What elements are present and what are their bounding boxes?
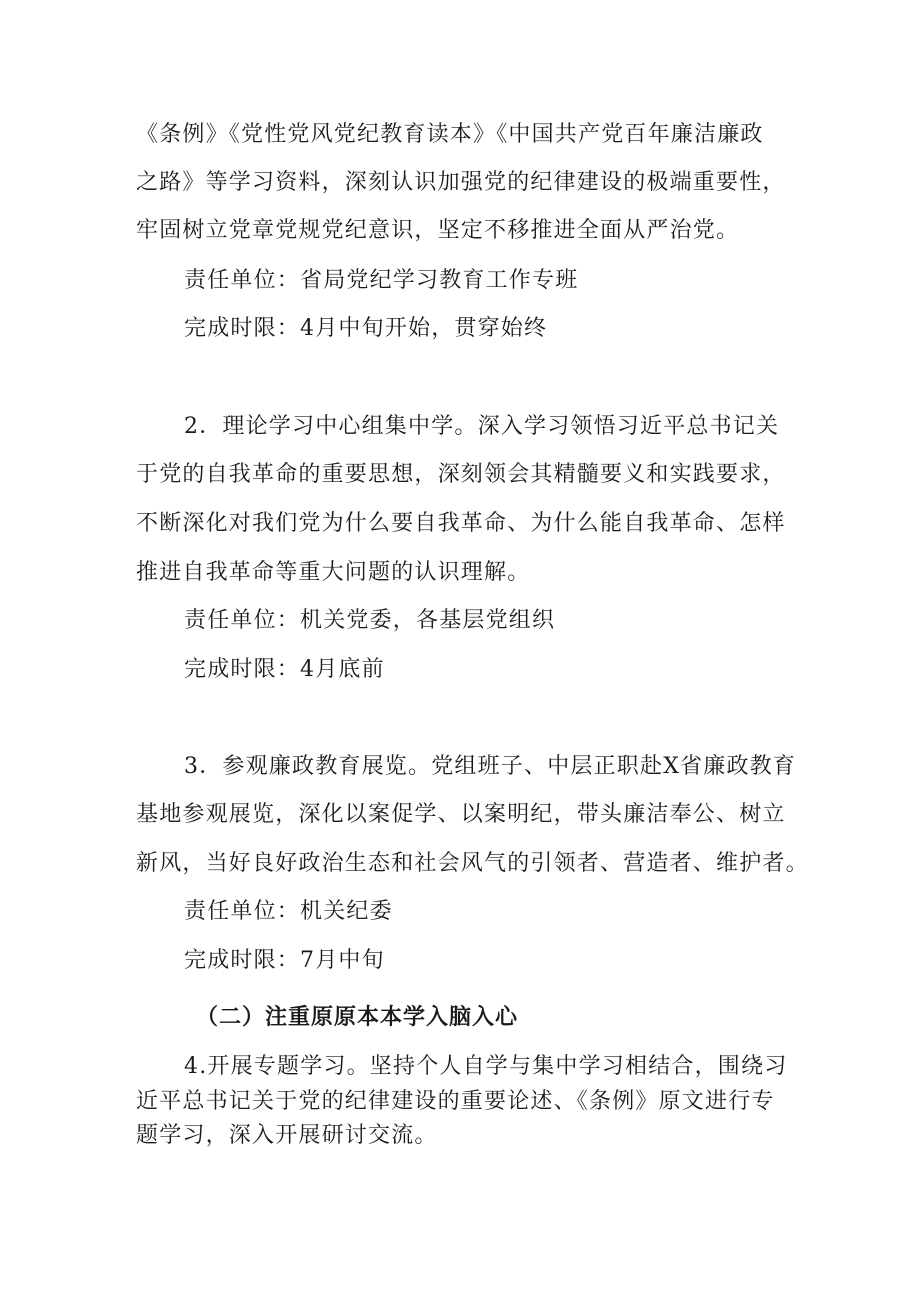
item3-line-1: 3．参观廉政教育展览。党组班子、中层正职赴X省廉政教育 — [184, 754, 797, 779]
para1-line-3: 牢固树立党章党规党纪意识，坚定不移推进全面从严治党。 — [136, 218, 740, 243]
item4-line-2: 近平总书记关于党的纪律建设的重要论述、《条例》原文进行专 — [136, 1089, 775, 1114]
item4-line-3: 题学习，深入开展研讨交流。 — [136, 1123, 438, 1148]
para1-line-1: 《条例》《党性党风党纪教育读本》《中国共产党百年廉洁廉政 — [136, 122, 764, 147]
para1-deadline: 完成时限：4月中旬开始，贯穿始终 — [184, 316, 548, 341]
item3-responsible-unit: 责任单位：机关纪委 — [184, 899, 393, 924]
item3-deadline: 完成时限：7月中旬 — [184, 948, 385, 973]
item2-line-4: 推进自我革命等重大问题的认识理解。 — [136, 560, 531, 585]
item3-line-2: 基地参观展览，深化以案促学、以案明纪，带头廉洁奉公、树立 — [136, 802, 786, 827]
item2-line-1: 2．理论学习中心组集中学。深入学习领悟习近平总书记关 — [184, 414, 780, 439]
para1-line-2: 之路》等学习资料，深刻认识加强党的纪律建设的极端重要性， — [136, 170, 786, 195]
item2-deadline: 完成时限：4月底前 — [184, 657, 385, 682]
item2-line-3: 不断深化对我们党为什么要自我革命、为什么能自我革命、怎样 — [136, 511, 786, 536]
section2-heading: （二）注重原原本本学入脑入心 — [196, 1004, 519, 1030]
item2-line-2: 于党的自我革命的重要思想，深刻领会其精髓要义和实践要求， — [136, 462, 786, 487]
item2-responsible-unit: 责任单位：机关党委，各基层党组织 — [184, 608, 556, 633]
item4-line-1: 4.开展专题学习。坚持个人自学与集中学习相结合，围绕习 — [184, 1054, 788, 1079]
item3-line-3: 新风，当好良好政治生态和社会风气的引领者、营造者、维护者。 — [136, 851, 809, 876]
para1-responsible-unit: 责任单位：省局党纪学习教育工作专班 — [184, 268, 579, 293]
